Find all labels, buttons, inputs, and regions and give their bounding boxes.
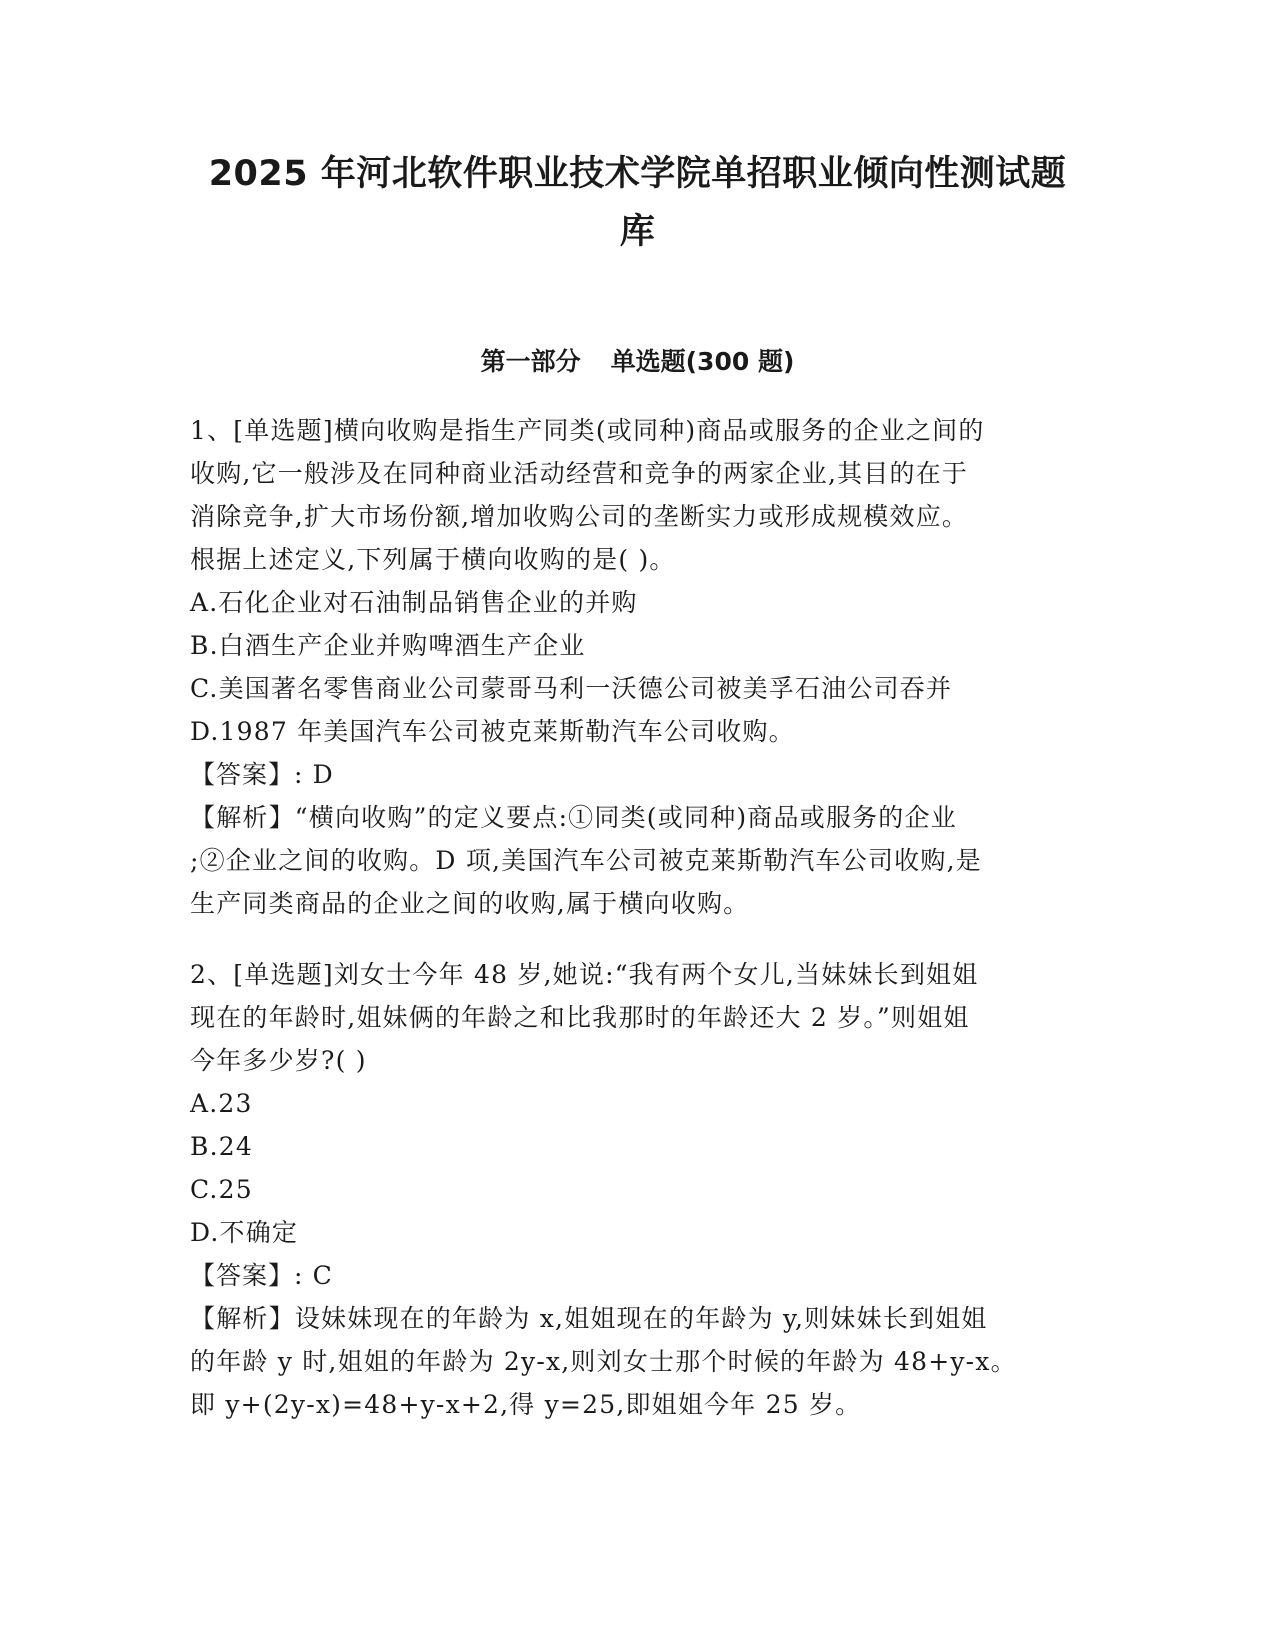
answer-row bbox=[190, 753, 1080, 796]
analysis bbox=[190, 1297, 1080, 1426]
option-b: B.24 bbox=[190, 1132, 253, 1161]
option-list bbox=[190, 1082, 1080, 1254]
analysis-line: 【解析】设妹妹现在的年龄为 x,姐姐现在的年龄为 y,则妹妹长到姐姐 bbox=[190, 1304, 988, 1333]
analysis-line: 生产同类商品的企业之间的收购,属于横向收购。 bbox=[190, 889, 750, 918]
stem-line: 消除竞争,扩大市场份额,增加收购公司的垄断实力或形成规模效应。 bbox=[190, 502, 969, 531]
answer-label: 【答案】: bbox=[190, 1261, 304, 1290]
option-list bbox=[190, 581, 1080, 753]
option-c: C.25 bbox=[190, 1175, 253, 1204]
question-stem bbox=[190, 409, 1080, 581]
option-b: B.白酒生产企业并购啤酒生产企业 bbox=[190, 631, 586, 660]
document-title bbox=[180, 145, 1095, 261]
analysis-line: ;②企业之间的收购。D 项,美国汽车公司被克莱斯勒汽车公司收购,是 bbox=[190, 846, 982, 875]
section-name-label: 单选题(300 题) bbox=[610, 347, 795, 376]
section-heading bbox=[180, 345, 1095, 379]
option-d: D.不确定 bbox=[190, 1218, 299, 1247]
stem-line: 根据上述定义,下列属于横向收购的是( )。 bbox=[190, 545, 676, 574]
answer-label: 【答案】: bbox=[190, 760, 304, 789]
option-a: A.石化企业对石油制品销售企业的并购 bbox=[190, 588, 638, 617]
stem-line: 2、[单选题]刘女士今年 48 岁,她说:“我有两个女儿,当妹妹长到姐姐 bbox=[190, 960, 979, 989]
stem-line: 1、[单选题]横向收购是指生产同类(或同种)商品或服务的企业之间的 bbox=[190, 416, 985, 445]
analysis-line: 即 y+(2y-x)=48+y-x+2,得 y=25,即姐姐今年 25 岁。 bbox=[190, 1390, 862, 1419]
analysis-line: 【解析】“横向收购”的定义要点:①同类(或同种)商品或服务的企业 bbox=[190, 803, 957, 832]
answer-value: D bbox=[312, 760, 334, 789]
title-line-2: 库 bbox=[619, 212, 656, 252]
analysis-line: 的年龄 y 时,姐姐的年龄为 2y-x,则刘女士那个时候的年龄为 48+y-x。 bbox=[190, 1347, 1017, 1376]
stem-line: 收购,它一般涉及在同种商业活动经营和竞争的两家企业,其目的在于 bbox=[190, 459, 969, 488]
title-line-1: 2025 年河北软件职业技术学院单招职业倾向性测试题 bbox=[208, 154, 1067, 194]
stem-line: 今年多少岁?( ) bbox=[190, 1046, 367, 1075]
stem-line: 现在的年龄时,姐妹俩的年龄之和比我那时的年龄还大 2 岁。”则姐姐 bbox=[190, 1003, 970, 1032]
question-stem bbox=[190, 953, 1080, 1082]
question-1 bbox=[190, 409, 1080, 925]
option-a: A.23 bbox=[190, 1089, 253, 1118]
analysis bbox=[190, 796, 1080, 925]
answer-value: C bbox=[312, 1261, 333, 1290]
answer-row bbox=[190, 1254, 1080, 1297]
question-2 bbox=[190, 953, 1080, 1426]
section-part-label: 第一部分 bbox=[480, 347, 581, 376]
option-c: C.美国著名零售商业公司蒙哥马利一沃德公司被美孚石油公司吞并 bbox=[190, 674, 953, 703]
option-d: D.1987 年美国汽车公司被克莱斯勒汽车公司收购。 bbox=[190, 717, 795, 746]
